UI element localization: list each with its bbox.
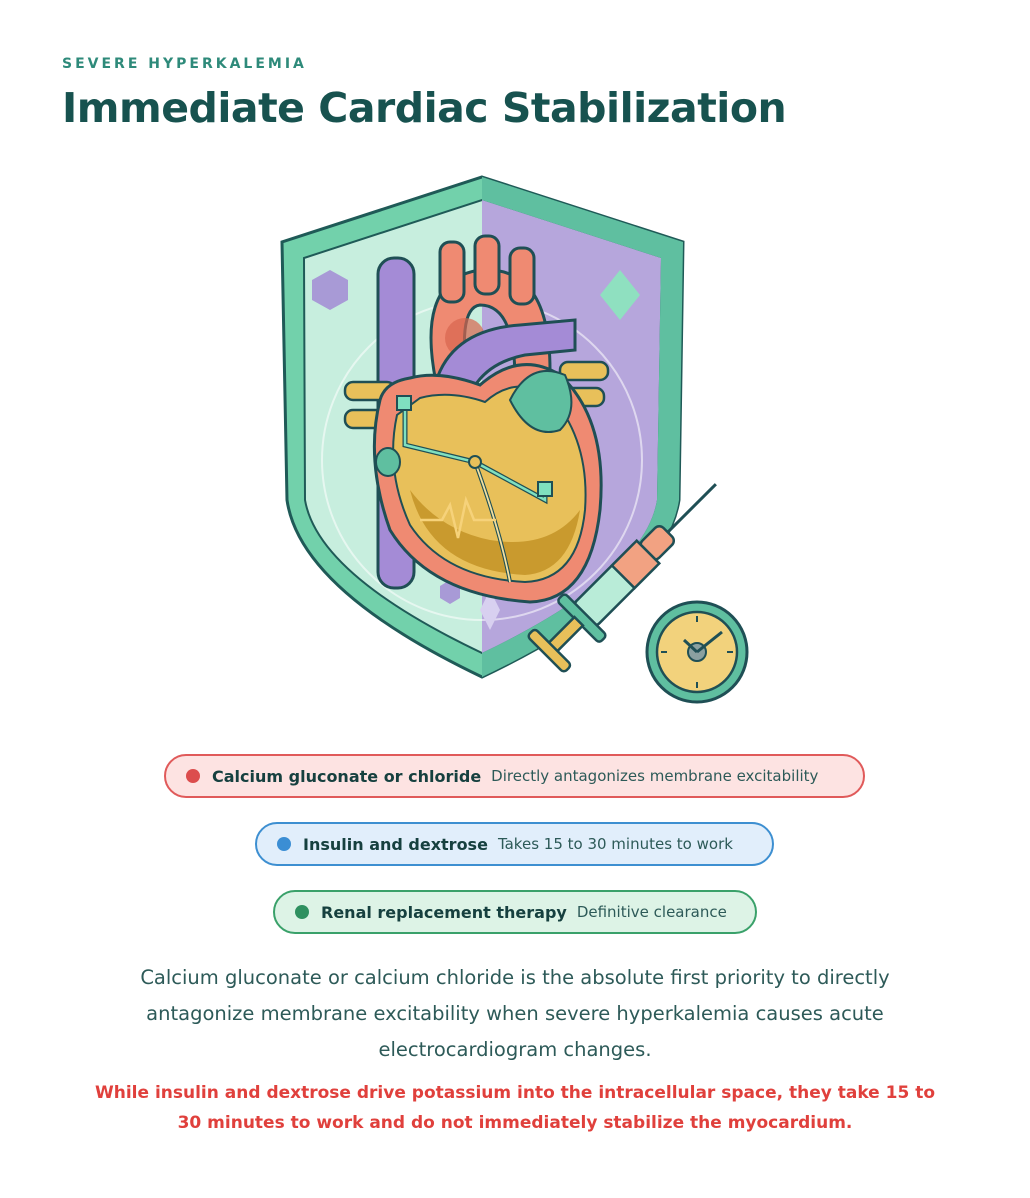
treatment-pill-insulin xyxy=(255,822,774,866)
status-dot-green xyxy=(295,905,309,919)
treatment-pill-renal xyxy=(273,890,757,934)
page-title: Immediate Cardiac Stabilization xyxy=(62,84,787,132)
treatment-description: Takes 15 to 30 minutes to work xyxy=(497,835,733,853)
treatment-name: Insulin and dextrose xyxy=(303,834,488,854)
treatment-description: Definitive clearance xyxy=(576,903,727,921)
eyebrow-label: SEVERE HYPERKALEMIA xyxy=(62,56,307,72)
status-dot-blue xyxy=(277,837,291,851)
treatment-description: Directly antagonizes membrane excitability xyxy=(491,767,819,785)
treatment-name: Renal replacement therapy xyxy=(321,902,567,922)
warning-text: While insulin and dextrose drive potassium into the intracellular space, they take 15 to 30 minutes to work and do not immediately stabilize the myocardium. xyxy=(95,1083,936,1133)
treatment-name: Calcium gluconate or chloride xyxy=(212,766,482,786)
treatment-pill-calcium xyxy=(164,754,865,798)
body-paragraph: Calcium gluconate or calcium chloride is the absolute first priority to directly antagonize membrane excitability when severe hyperkalemia causes acute electrocardiogram changes. xyxy=(140,966,890,1061)
status-dot-red xyxy=(186,769,200,783)
clock-icon xyxy=(647,602,747,702)
cardiac-illustration xyxy=(260,170,780,715)
